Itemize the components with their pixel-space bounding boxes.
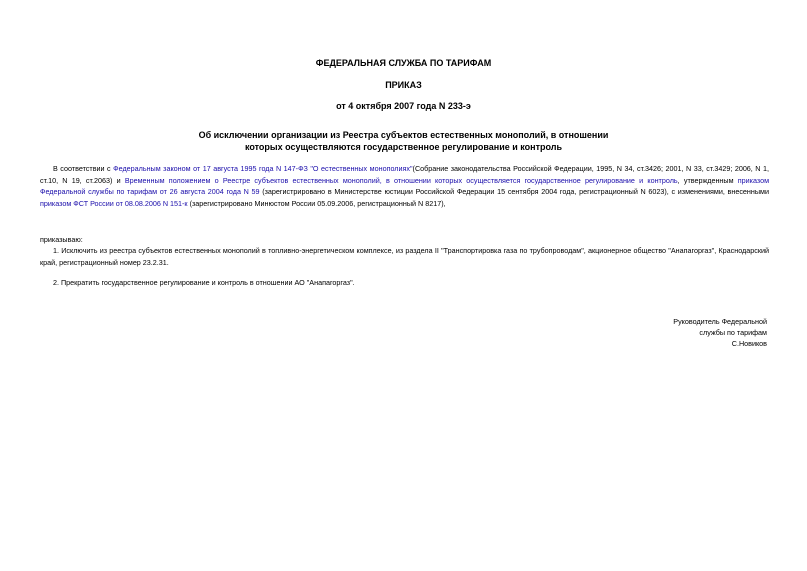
signatory-name: С.Новиков — [731, 339, 767, 348]
agency-name: ФЕДЕРАЛЬНАЯ СЛУЖБА ПО ТАРИФАМ — [315, 58, 492, 68]
document-title-line-2: которых осуществляются государственное регулирование и контроль — [244, 142, 563, 152]
intro-text-2: (Собрание законодательства Российской Федерации, 1995, N 34, ст.3426; 2001, N 33, ст.3429; 2006, N 1, ст.10, N 19, ст.2063) и — [40, 164, 770, 185]
order-item-2: 2. Прекратить государственное регулирование и контроль в отношении АО "Анапагоргаз". — [53, 278, 355, 287]
intro-text-4: (зарегистрировано в Министерстве юстиции Российской Федерации 15 сентября 2004 года, регистрационный N 6023), с изменениями, внесенными — [259, 187, 769, 196]
intro-text-1: В соответствии с — [53, 164, 114, 173]
intro-paragraph — [40, 163, 769, 209]
fst-order-151k-link[interactable]: приказом ФСТ России от 08.08.2006 N 151-к — [40, 198, 188, 208]
fst-order-59-link[interactable]: приказом Федеральной службы по тарифам от 26 августа 2004 года N 59 — [40, 175, 770, 196]
temporary-regulation-link[interactable]: Временным положением о Реестре субъектов естественных монополий, в отношении которых осуществляется государственное регулирование и контроль — [124, 175, 678, 185]
document-title-line-1: Об исключении организации из Реестра субъектов естественных монополий, в отношении — [198, 130, 609, 140]
decide-text: приказываю: — [40, 235, 83, 244]
order-item-1: 1. Исключить из реестра субъектов естественных монополий в топливно-энергетическом комплексе, из раздела II "Транспортировка газа по трубопроводам", акционерное общество "Анапагоргаз", Краснодарский край, регистрационный номер 23.2.31. — [40, 246, 769, 267]
document-type: ПРИКАЗ — [385, 80, 422, 90]
intro-text-3: , утвержденным — [677, 175, 738, 185]
document-date-number: от 4 октября 2007 года N 233-э — [336, 101, 471, 111]
federal-law-link[interactable]: Федеральным законом от 17 августа 1995 года N 147-ФЗ "О естественных монополиях" — [113, 164, 413, 173]
signature-position-line-1: Руководитель Федеральной — [673, 317, 767, 326]
intro-text-5: (зарегистрировано Минюстом России 05.09.2006, регистрационный N 8217), — [187, 198, 446, 208]
signature-position-line-2: службы по тарифам — [699, 328, 767, 337]
